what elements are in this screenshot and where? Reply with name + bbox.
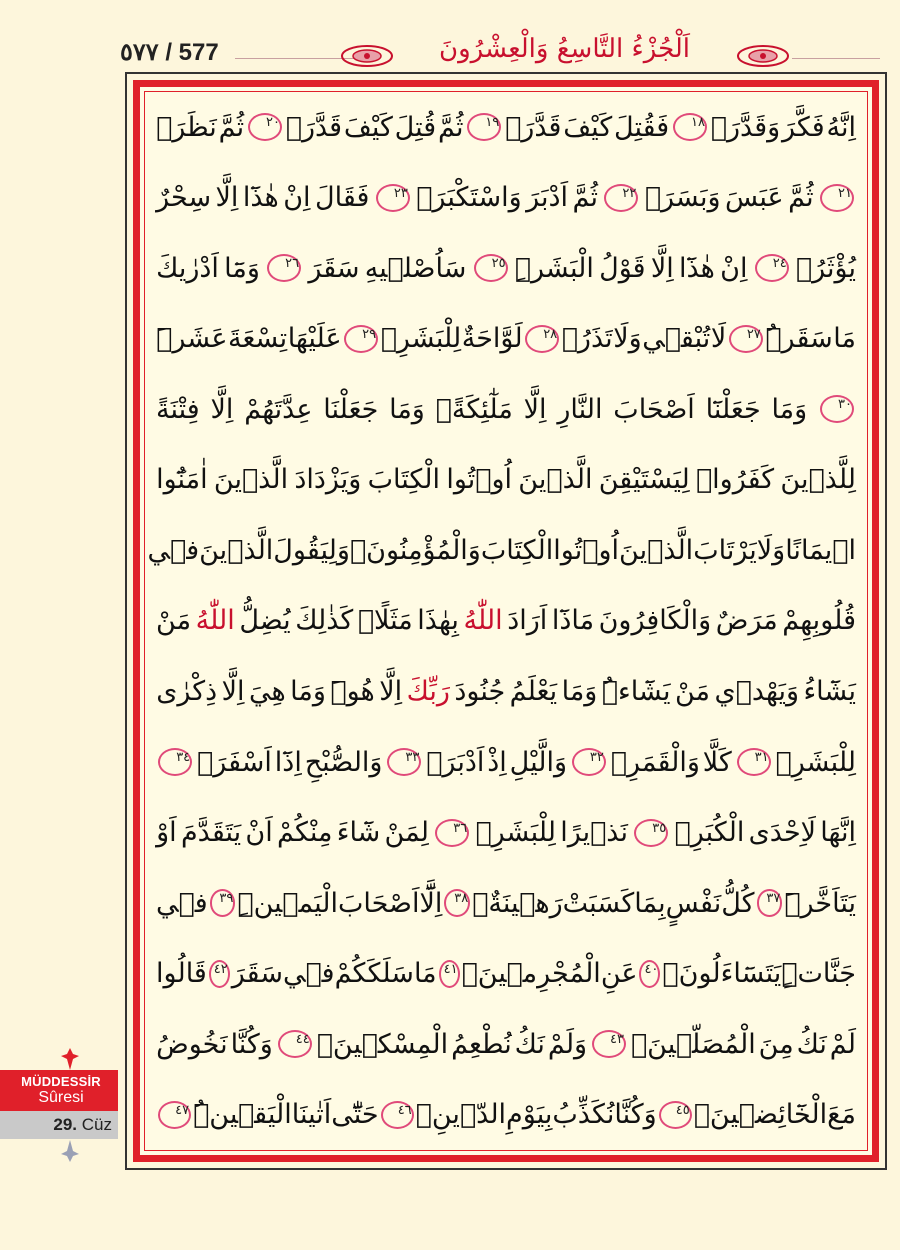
verse-word: الْيَمٖينِۜ [237,887,338,919]
verse-word: نَكُ [796,1028,827,1060]
verse-word: يَتَاَخَّرَۜ [784,887,856,919]
ayah-number-marker: ٢٢ [604,184,638,212]
text-line [156,869,856,937]
verse-word: وَقَدَّرَۙ [710,111,781,143]
verse-word: ثُمَّ [218,111,245,143]
text-line [156,164,856,232]
verse-word: قُلُوبِهِمْ [782,605,856,637]
divine-name-word: اللّٰهُ [195,605,235,637]
verse-word: فِتْنَةً [156,393,200,425]
ayah-number-marker: ٣٩ [210,889,236,917]
quran-text-block [147,93,856,1149]
verse-word: اِلَّا [215,182,239,214]
verse-word: وَمَا [389,393,425,425]
verse-word: سِحْرٌ [156,182,212,214]
ayah-number-marker: ٤٢ [209,960,230,988]
verse-word: سَقَرَ [231,958,283,990]
verse-word: قَوْلُ [599,252,646,284]
verse-word: وَمَٓا [224,252,260,284]
verse-word: مَنْ [156,605,192,637]
text-line [156,940,856,1008]
ayah-number-marker: ٢٩ [344,325,378,353]
verse-word: اَدْبَرَۙ [426,746,485,778]
verse-word: يَعْلَمُ [509,676,558,707]
verse-word: اُو۫تُوا [553,534,620,566]
verse-word: وَيَزْدَادَ [294,464,362,496]
verse-word: وَكُنَّا [614,1099,657,1131]
ayah-number-marker: ٤٠ [639,960,660,988]
verse-word: ذِكْرٰى [156,676,218,707]
surah-name: MÜDDESSİR [21,1074,101,1089]
verse-word: يُؤْثَرُۙ [795,252,856,284]
verse-word: وَالَّيْلِ [509,746,568,778]
verse-word: يَشَٓاءُۜ [601,676,671,707]
text-line [156,587,856,655]
ayah-number-marker: ٢٦ [267,254,301,282]
verse-word: الْمُجْرِمٖينَۙ [461,958,601,990]
juz-number: 29. [53,1115,78,1134]
verse-word: سَقَرَ [308,252,360,284]
page-number: ٥٧٧ / 577 [120,39,219,66]
verse-word: وَالْقَمَرِۙ [610,746,700,778]
ayah-number-marker: ١٩ [467,113,501,141]
verse-word: نُكَذِّبُ [552,1099,615,1131]
verse-word: وَلَا [613,323,642,355]
verse-word: الَّذٖينَ [199,534,274,566]
verse-word: مِنْكُمْ [277,817,333,849]
verse-word: لِلَّذٖينَ [780,464,856,496]
verse-word: وَاسْتَكْبَرَۙ [416,182,522,214]
ayah-number-marker: ٣٣ [387,748,421,776]
verse-word: اِنْ [283,182,311,214]
verse-word: كَذٰلِكَ [295,605,354,637]
ornament-left-icon [340,44,394,68]
verse-word: سَلَكَكُمْ [334,958,414,990]
verse-word: اَصْحَابَ [613,393,695,425]
verse-word: الْكِتَابَ [480,534,554,566]
verse-word: فَكَّرَ [781,111,825,143]
verse-word: هُوَۜ [330,676,375,707]
verse-word: ثُمَّ [788,182,814,214]
juz-label-box [0,1111,118,1139]
verse-word: جَعَلْنَا [323,393,379,425]
verse-word: بِمَا [634,887,666,919]
ayah-number-marker: ٤٧ [158,1101,191,1129]
verse-word: اَتٰينَا [291,1099,332,1131]
verse-word: اِلَّا [523,393,547,425]
verse-word: سَاُصْلٖيهِ [364,252,467,284]
divine-name-word: اللّٰهُ [463,605,503,637]
verse-word: يَرْتَابَ [693,534,757,566]
verse-word: عَبَسَ [724,182,784,214]
verse-word: كُلُّ [721,887,755,919]
verse-word: نَكُ [514,1028,545,1060]
verse-word: حَتّٰٓى [331,1099,379,1131]
juz-title: اَلْجُزْءُ التَّاسِعُ وَالْعِشْرُونَ [439,34,690,64]
verse-word: وَمَا [290,676,326,707]
verse-word: نُطْعِمُ [451,1028,512,1060]
verse-word: مَا [833,323,856,355]
ayah-number-marker: ٤٤ [278,1030,312,1058]
verse-word: الْمُصَلّٖينَۙ [630,1028,756,1060]
verse-word: اَصْحَابَ [337,887,420,919]
verse-word: نَظَرَۙ [156,111,217,143]
verse-word: سَقَرُۜ [765,323,833,355]
verse-word: عَشَرَۜ [156,323,228,355]
verse-word: مِنَ [758,1028,794,1060]
verse-word: كَلَّا [702,746,732,778]
verse-word: اٰمَنُٓوا [156,464,208,496]
verse-word: يَتَقَدَّمَ [180,817,242,849]
ayah-number-marker: ٢٧ [729,325,763,353]
verse-word: النَّارِ [557,393,603,425]
text-line [156,1010,856,1078]
ayah-number-marker: ٣٤ [158,748,192,776]
verse-word: فٖي [147,534,200,566]
verse-word: فٖي [282,958,335,990]
verse-word: اِذَٓا [274,746,302,778]
verse-word: هٰذَٓا [678,252,715,284]
ayah-number-marker: ٣٨ [444,889,470,917]
verse-word: قُتِلَ [394,111,437,143]
verse-word: عِدَّتَهُمْ [244,393,313,425]
verse-word: هِيَ [248,676,286,707]
verse-word: الْخَٓائِضٖينَۙ [693,1099,828,1131]
verse-word: الَّذٖينَ [619,534,694,566]
verse-word: مَعَ [827,1099,856,1131]
verse-word: الْيَقٖينُۜ [193,1099,292,1131]
verse-word: اِنَّهُ [826,111,856,143]
verse-word: اِلَّا [221,676,245,707]
ayah-number-marker: ٣٠ [820,395,854,423]
verse-word: كَيْفَ [563,111,613,143]
surah-label: Sûresi [38,1089,84,1106]
verse-word: تَذَرُۚ [561,323,613,355]
verse-word: وَلِيَقُولَ [273,534,350,566]
verse-word: هٰذَٓا [242,182,279,214]
verse-word: مَنْ [675,676,711,707]
divine-name-word: رَبِّكَ [406,676,450,707]
verse-word: وَالْكَافِرُونَ [598,605,712,637]
ayah-number-marker: ٢٣ [376,184,410,212]
verse-word: نَخُوضُ [156,1028,228,1060]
ayah-number-marker: ٢٠ [248,113,282,141]
ayah-number-marker: ٤١ [439,960,460,988]
text-line [156,375,856,443]
verse-word: تِسْعَةَ [228,323,288,355]
verse-word: لِلْبَشَرِۚ [775,746,856,778]
verse-word: اِلَّا [210,393,234,425]
fleur-top-icon [60,1048,80,1070]
header-rule-right [792,58,880,59]
verse-word: مَثَلًاۜ [357,605,413,637]
verse-word: بِهٰذَا [417,605,459,637]
verse-word: وَلَا [756,534,786,566]
juz-label: Cüz [81,1115,112,1134]
ayah-number-marker: ٤٣ [592,1030,626,1058]
verse-word: الْكِتَابَ [367,464,441,496]
verse-word: وَمَا [771,393,808,425]
verse-word: وَبَسَرَۙ [644,182,721,214]
verse-word: جَنَّاتٍۜ [781,958,856,990]
ornament-right-icon [736,44,790,68]
text-line [156,446,856,514]
verse-word: الْمِسْكٖينَۙ [316,1028,449,1060]
text-line [156,728,856,796]
ayah-number-marker: ٣٦ [435,819,469,847]
verse-word: مَاذَٓا [551,605,595,637]
verse-word: اِنْ [720,252,748,284]
verse-word: نَفْسٍ [665,887,722,919]
verse-word: اِلَّا [379,676,403,707]
verse-word: اِلَّا [650,252,674,284]
verse-word: وَكُنَّا [230,1028,273,1060]
verse-word: ثُمَّ [572,182,598,214]
verse-word: لَمْ [829,1028,856,1060]
verse-word: كَسَبَتْ [562,887,635,919]
ayah-number-marker: ٣٢ [572,748,606,776]
verse-word: فَقَالَ [314,182,370,214]
ayah-number-marker: ٤٥ [659,1101,692,1129]
text-line [156,93,856,161]
verse-word: اٖيمَانًا [785,534,856,566]
verse-word: ثُمَّ [437,111,464,143]
ayah-number-marker: ٣٧ [757,889,783,917]
verse-word: مَا [413,958,437,990]
text-line [156,234,856,302]
ayah-number-marker: ١٨ [673,113,707,141]
verse-word: الَّذٖينَ [213,464,289,496]
verse-word: الدّٖينِۙ [415,1099,507,1131]
verse-word: اَوْ [156,817,177,849]
verse-word: شَٓاءَ [336,817,381,849]
verse-word: وَمَا [561,676,598,707]
verse-word: وَيَهْدٖي [714,676,799,707]
surah-side-tab [0,1070,118,1139]
verse-word: الْبَشَرِۜ [514,252,594,284]
verse-word: لِلْبَشَرِۙ [475,817,556,849]
verse-word: لِيَسْتَيْقِنَ [598,464,690,496]
ayah-number-marker: ٤٦ [381,1101,414,1129]
verse-word: اِذْ [487,746,507,778]
text-line [156,799,856,867]
verse-word: كَفَرُواۙ [695,464,775,496]
verse-word: لِمَنْ [384,817,429,849]
verse-word: الْكُبَرِۙ [674,817,745,849]
verse-word: كَيْفَ [343,111,393,143]
verse-word: يَشَٓاءُ [803,676,856,707]
verse-word: اُو۫تُوا [446,464,513,496]
ayah-number-marker: ٢١ [820,184,854,212]
verse-word: اَدْبَرَ [526,182,569,214]
verse-word: رَهٖينَةٌۙ [472,887,563,919]
verse-word: الَّذٖينَ [518,464,593,496]
verse-word: جَعَلْنَٓا [705,393,761,425]
header-rule-left [235,58,355,59]
ayah-number-marker: ٣١ [737,748,771,776]
verse-word: اَرَادَ [507,605,548,637]
verse-word: فَقُتِلَ [614,111,670,143]
page-frame [125,72,887,1170]
ayah-number-marker: ٣٥ [634,819,668,847]
text-line [156,658,856,726]
verse-word: وَالْمُؤْمِنُونَۙ [349,534,481,566]
verse-word: مَلٰٓئِكَةًۖ [435,393,513,425]
verse-word: يُضِلُّ [239,605,291,637]
verse-word: لَوَّاحَةٌ [461,323,523,355]
text-line [156,1081,856,1149]
verse-word: قَدَّرَۙ [285,111,343,143]
verse-word: وَالصُّبْحِ [304,746,383,778]
verse-word: اَسْفَرَۙ [197,746,272,778]
verse-word: فٖي [155,887,208,919]
verse-word: عَلَيْهَا [287,323,342,355]
verse-word: لِلْبَشَرِۚ [380,323,462,355]
ayah-number-marker: ٢٥ [474,254,508,282]
verse-word: قَالُوا [156,958,207,990]
text-line [147,516,856,584]
fleur-bottom-icon [60,1140,80,1162]
verse-word: اَنْ [245,817,273,849]
verse-word: اِلَّٓا [419,887,443,919]
verse-word: مَرَضٌ [715,605,778,637]
verse-word: لَاِحْدَى [748,817,817,849]
ayah-number-marker: ٢٨ [525,325,559,353]
text-line [156,305,856,373]
page-frame-red-border [133,80,879,1162]
verse-word: اِنَّهَا [820,817,856,849]
verse-word: عَنِ [600,958,638,990]
verse-word: نَذٖيرًا [560,817,628,849]
verse-word: جُنُودَ [454,676,506,707]
ayah-number-marker: ٢٤ [755,254,789,282]
verse-word: بِيَوْمِ [506,1099,553,1131]
verse-word: لَا [710,323,727,355]
surah-name-label [0,1070,118,1111]
verse-word: تُبْقٖي [642,323,711,355]
verse-word: يَتَسَٓاءَلُونَۙ [662,958,782,990]
verse-word: وَلَمْ [547,1028,588,1060]
verse-word: قَدَّرَۙ [505,111,562,143]
verse-word: اَدْرٰيكَ [156,252,219,284]
